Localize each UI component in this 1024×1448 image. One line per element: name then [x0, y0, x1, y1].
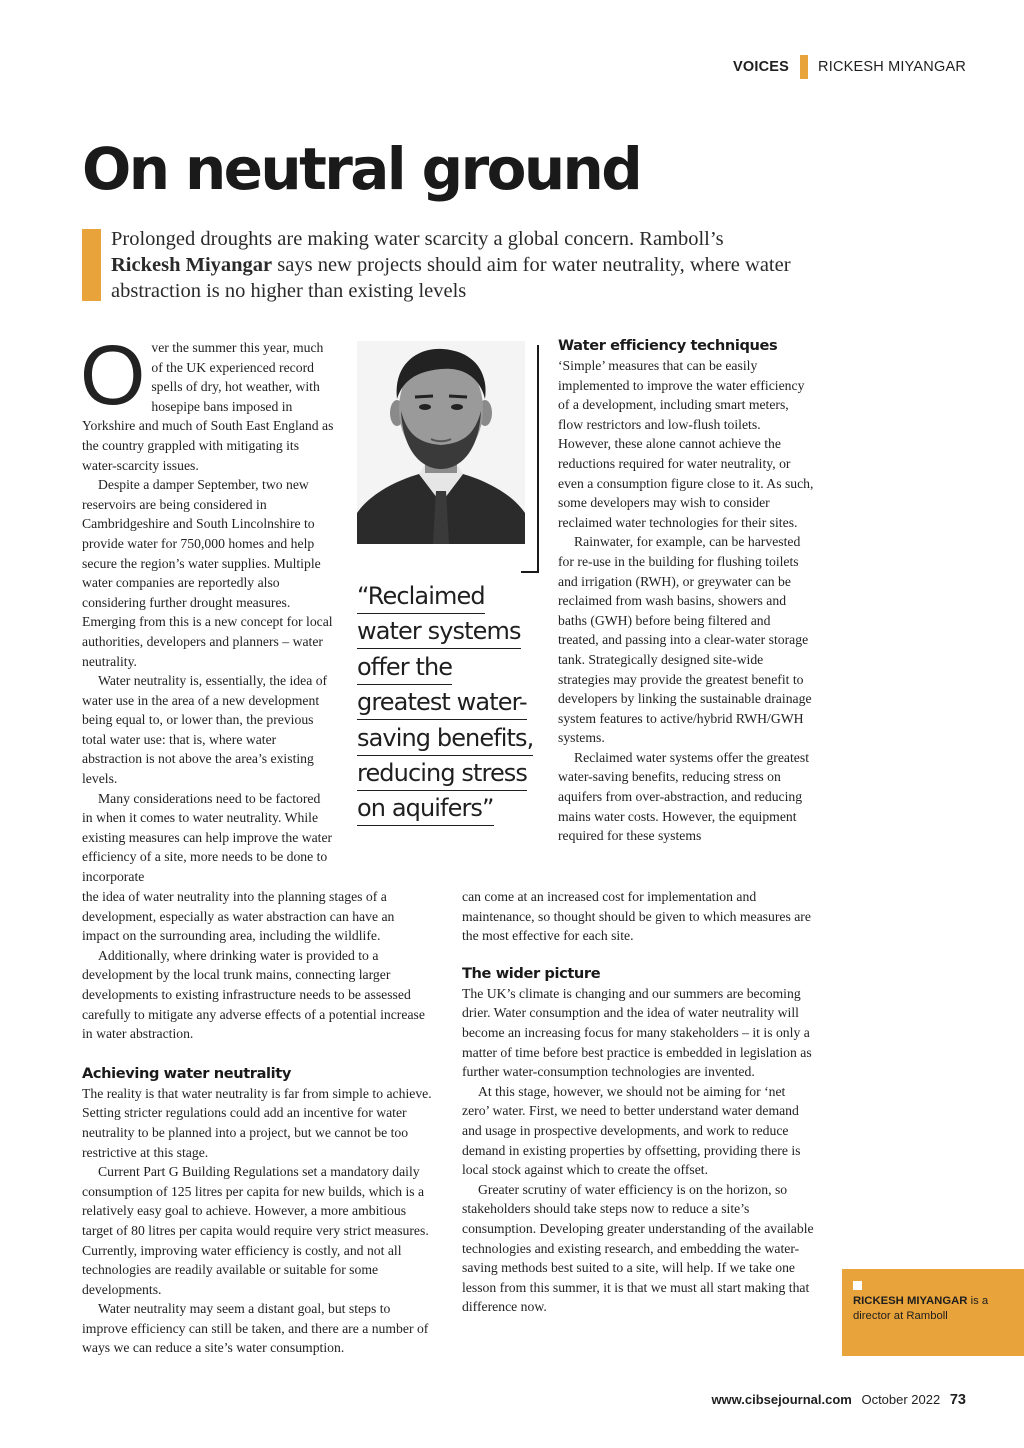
body-paragraph: Water neutrality may seem a distant goal, but steps to improve efficiency can still be taken, and there are a number of ways we can reduce a site’s water consumption. [82, 1301, 429, 1356]
author-bio-box [842, 1269, 1024, 1356]
pull-quote-line: offer the [357, 653, 452, 685]
section-label: VOICES [733, 59, 790, 75]
header-divider-bar [800, 55, 808, 79]
column-3-lower [462, 887, 814, 1317]
footer-url: www.cibsejournal.com [711, 1392, 852, 1407]
pull-quote [357, 579, 542, 827]
drop-cap: O [80, 328, 146, 422]
body-paragraph: At this stage, however, we should not be aiming for ‘net zero’ water. First, we need to better understand water demand and usage in prospective developments, and work to reduce demand in existing properties by offsetting, providing there is local stock against which to create the offset. [462, 1083, 801, 1178]
portrait-illustration [357, 341, 525, 544]
standfirst-text-1: Prolonged droughts are making water scarcity a global concern. Ramboll’s [111, 228, 724, 250]
photo-frame-rule [537, 345, 539, 573]
pull-quote-line: on aquifers” [357, 794, 494, 826]
body-paragraph: the idea of water neutrality into the planning stages of a development, especially as water abstraction can have an impact on the surrounding area, including the wildlife. [82, 889, 395, 944]
footer-date: October 2022 [861, 1392, 941, 1407]
body-paragraph: Current Part G Building Regulations set a mandatory daily consumption of 125 litres per capita for new builds, which is a relatively easy goal to achieve. However, a more ambitious target of 80 litres per capita would require very strict measures. Currently, improving water efficiency is costly, and not all technologies are readily available or suitable for some developments. [82, 1164, 429, 1297]
body-paragraph: Greater scrutiny of water efficiency is on the horizon, so stakeholders should take steps now to reduce a site’s consumption. Developing greater understanding of the available technologies and existing research, and embedding the water-saving methods best suited to a site, will help. If we take one lesson from this summer, it is that we must all start making that difference now. [462, 1181, 814, 1315]
standfirst-text-2: says new projects should aim for water neutrality, where water abstraction is no higher than existing levels [111, 254, 791, 302]
body-paragraph: ‘Simple’ measures that can be easily implemented to improve the water efficiency of a development, including smart meters, flow restrictors and low-flush toilets. However, these alone cannot achieve the reductions required for water neutrality, or even a consumption figure close to it. As such, some developers may wish to consider reclaimed water technologies for their sites. [558, 358, 814, 530]
body-paragraph: Additionally, where drinking water is provided to a development by the local trunk mains, connecting larger developments to existing infrastructure needs to be assessed carefully to mitigate any adverse effects of a potential increase in water abstraction. [82, 947, 425, 1042]
pull-quote-line: “Reclaimed [357, 582, 485, 614]
page-number: 73 [949, 1392, 966, 1408]
bio-square-icon [853, 1281, 862, 1290]
column-1-upper [80, 328, 334, 887]
bio-name: RICKESH MIYANGAR [853, 1295, 968, 1307]
pull-quote-line: water systems [357, 617, 521, 649]
body-paragraph: Rainwater, for example, can be harvested for re-use in the building for flushing toilets and irrigation (RWH), or greywater can be reclaimed from wash basins, showers and baths (GWH) before being filtered and treated, and passing into a clear-water storage tank. Strategically designed site-wide strategies may provide the greatest benefit to developers by linking the sustainable drainage system features to active/hybrid RWH/GWH systems. [558, 534, 812, 746]
page-footer [711, 1392, 966, 1408]
author-portrait [357, 341, 525, 544]
body-paragraph: ver the summer this year, much of the UK experienced record spells of dry, hot weather, with hosepipe bans imposed in Yorkshire and much of South East England as the country grappled with mitigating its water-scarcity issues. [82, 340, 334, 473]
subheading: The wider picture [462, 964, 601, 982]
article-title: On neutral ground [82, 135, 641, 203]
body-paragraph: The UK’s climate is changing and our summers are becoming drier. Water consumption and the idea of water neutrality will become an increasing focus for many stakeholders – it is only a matter of time before best practice is embedded in legislation as further water-consumption technologies are invented. [462, 985, 812, 1080]
column-3-upper [558, 336, 814, 846]
body-paragraph: can come at an increased cost for implementation and maintenance, so thought should be given to which measures are the most effective for each site. [462, 889, 811, 944]
photo-frame-rule [521, 571, 539, 573]
bio-role: is a director at Ramboll [853, 1295, 989, 1322]
column-1-lower [82, 887, 434, 1358]
body-paragraph: Many considerations need to be factored in when it comes to water neutrality. While existing measures can help improve the water efficiency of a site, more needs to be done to incorporate [82, 790, 333, 885]
body-paragraph: Water neutrality is, essentially, the idea of water use in the area of a new development being equal to, or lower than, the previous total water use: that is, where water abstraction is not above the area’s existing levels. [82, 673, 328, 787]
standfirst [111, 226, 791, 304]
standfirst-accent-bar [82, 229, 101, 301]
subheading: Water efficiency techniques [558, 337, 778, 354]
pull-quote-line: greatest water- [357, 688, 527, 720]
pull-quote-line: saving benefits, [357, 724, 533, 756]
body-paragraph: Despite a damper September, two new reservoirs are being considered in Cambridgeshire and South Lincolnshire to provide water for 750,000 homes and help secure the region’s water supplies. Multiple water companies are reportedly also considering further drought measures. Emerging from this is a new concept for local authorities, developers and planners – water neutrality. [82, 477, 333, 669]
subheading: Achieving water neutrality [82, 1064, 291, 1082]
standfirst-author-name: Rickesh Miyangar [111, 254, 273, 276]
body-paragraph: Reclaimed water systems offer the greatest water-saving benefits, reducing stress on aquifers from over-abstraction, and reducing mains water costs. However, the equipment required for these systems [558, 749, 810, 844]
body-paragraph: The reality is that water neutrality is far from simple to achieve. Setting stricter regulations could add an incentive for water neutrality to be planned into a project, but we cannot be too restrictive at this stage. [82, 1085, 432, 1160]
section-header [733, 55, 966, 79]
author-label: RICKESH MIYANGAR [818, 59, 966, 75]
pull-quote-line: reducing stress [357, 759, 527, 791]
